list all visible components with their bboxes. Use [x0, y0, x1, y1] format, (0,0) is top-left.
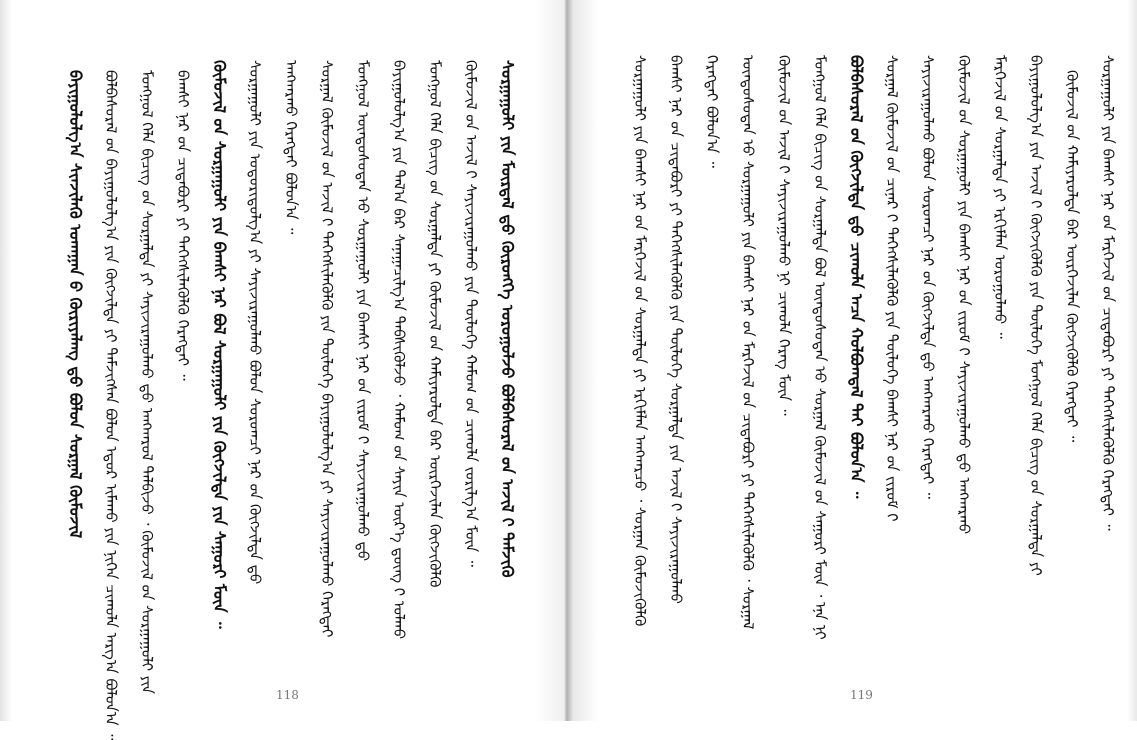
left-text-column-10: ᠪᠠᠶᠢᠭᠤᠯᠤᠯᠭ᠎ᠠ ᠶᠢᠨ ᠲᠠᠯ᠎ᠠ ᠪᠠᠷ ᠰᠠᠨᠠᠭᠠᠴᠢᠯᠭ᠎ᠠ ᠳᠡᠪᠰᠢᠭᠦᠯᠵᠦ ᠂ ᠬᠠᠮᠤᠭ ᠤ᠋ᠨ ᠰᠠᠶᠢᠨ ᠦᠷ᠎ᠡ ᠳ᠋ᠦᠩ ᠢ᠋ ᠣᠯᠬᠤ — [390, 60, 408, 640]
left-text-column-1: ᠪᠠᠶᠢᠭᠤᠯᠤᠯᠭ᠎ᠠ ᠰᠢᠨᠵᠢᠯᠡᠬᠦ ᠤᠬᠠᠭᠠᠨ ᠤ᠋ ᠬᠦᠷᠢᠶᠡᠯᠡᠩ ᠳ᠋ᠤ᠌ ᠪᠤᠯᠤᠨ ᠰᠤᠷᠭᠠᠯ ᠬᠦᠮᠦᠵᠢᠯ — [66, 70, 85, 539]
right-text-column-3: ᠬᠡᠷᠡᠭᠲᠡᠶ ᠪᠣᠯᠤᠨ᠎ᠠ ᠃ — [703, 55, 721, 168]
right-page-number: 119 — [850, 688, 873, 702]
right-text-column-4: ᠦᠨᠳᠦᠰᠦᠲᠡᠨ ᠦ᠋ ᠰᠤᠷᠭᠠᠭᠤᠯᠢ ᠶᠢᠨ ᠪᠠᠭᠰᠢ ᠨᠠᠷ ᠤ᠋ᠨ ᠮᠡᠷᠭᠡᠵᠢᠯ ᠦ᠋ᠨ ᠴᠢᠳᠠᠪᠤᠷᠢ ᠶᠢ ᠳᠡᠭᠡᠭᠰᠢᠯᠡᠭᠦᠯᠬᠦ ᠂ ᠰᠤᠷᠭᠠᠯ — [739, 55, 757, 630]
left-page-edge-shadow — [0, 0, 12, 721]
right-text-column-6: ᠮᠣᠩᠭᠣᠯ ᠬᠡᠯᠡ ᠪᠢᠴᠢᠭ ᠦ᠋ᠨ ᠰᠤᠷᠭᠠᠯᠳᠠ ᠪᠣᠯ ᠦᠨᠳᠦᠰᠦᠲᠡᠨ ᠦ᠋ ᠰᠤᠷᠭᠠᠯ ᠬᠦᠮᠦᠵᠢᠯ ᠦ᠋ᠨ ᠰᠠᠭᠤᠷᠢ ᠮᠦᠨ ᠂ ᠡᠨᠡ ᠨᠢ — [811, 55, 829, 640]
left-text-column-3: ᠮᠣᠩᠭᠣᠯ ᠬᠡᠯᠡ ᠪᠢᠴᠢᠭ ᠦ᠋ᠨ ᠰᠤᠷᠭᠠᠯᠳᠠ ᠶᠢ ᠰᠠᠶᠢᠵᠢᠷᠠᠭᠤᠯᠬᠤ ᠳ᠋ᠤ᠌ ᠠᠩᠬᠠᠷᠤᠯ ᠲᠠᠯᠪᠢᠵᠤ ᠂ ᠬᠦᠮᠦᠵᠢᠯ ᠦ᠋ᠨ ᠰᠤᠷᠭᠠᠭᠤᠯᠢ ᠶᠢᠨ — [138, 70, 156, 694]
right-text-column-5: ᠬᠦᠮᠦᠵᠢᠯ ᠦ᠋ᠨ ᠠᠵᠢᠯ ᠢ᠋ ᠰᠠᠶᠢᠵᠢᠷᠠᠭᠤᠯᠬᠤ ᠨᠢ ᠴᠢᠬᠤᠯᠠ ᠬᠡᠷᠡᠭ ᠮᠦᠨ ᠃ — [775, 55, 793, 416]
right-text-column-12: ᠪᠠᠶᠢᠭᠤᠯᠤᠯᠭ᠎ᠠ ᠶᠢᠨ ᠠᠵᠢᠯ ᠢ᠋ ᠬᠥᠭᠵᠢᠭᠦᠯᠬᠦ ᠶᠢᠨ ᠲᠥᠯᠦᠭᠡ ᠮᠣᠩᠭᠣᠯ ᠬᠡᠯᠡ ᠪᠢᠴᠢᠭ ᠦ᠋ᠨ ᠰᠤᠷᠭᠠᠯᠳᠠ ᠶᠢ — [1027, 55, 1045, 576]
right-text-column-10: ᠬᠦᠮᠦᠵᠢᠯ ᠦ᠋ᠨ ᠰᠤᠷᠭᠠᠭᠤᠯᠢ ᠶᠢᠨ ᠪᠠᠭᠰᠢ ᠨᠠᠷ ᠤ᠋ᠨ ᠵᠢᠷᠤᠮ ᠢ᠋ ᠰᠠᠶᠢᠵᠢᠷᠠᠭᠤᠯᠬᠤ ᠳ᠋ᠤ᠌ ᠠᠩᠬᠠᠷᠬᠤ — [955, 55, 973, 535]
right-text-column-14: ᠰᠤᠷᠭᠠᠭᠤᠯᠢ ᠶᠢᠨ ᠪᠠᠭᠰᠢ ᠨᠠᠷ ᠤ᠋ᠨ ᠮᠡᠷᠭᠡᠵᠢᠯ ᠦ᠋ᠨ ᠴᠢᠳᠠᠪᠤᠷᠢ ᠶᠢ ᠳᠡᠭᠡᠭᠰᠢᠯᠡᠭᠦᠯᠬᠦ ᠬᠡᠷᠡᠭᠲᠡᠶ ᠃ — [1099, 55, 1117, 531]
right-page-edge-shadow — [1127, 0, 1137, 721]
right-text-column-7: ᠪᠣᠯᠪᠠᠰᠤᠷᠠᠯ ᠤ᠋ᠨ ᠬᠥᠭᠵᠢᠯᠲᠡ ᠳ᠋ᠦ᠍ ᠴᠢᠬᠤᠯᠠ ᠠᠴᠠ ᠬᠣᠯᠪᠣᠭᠳᠠᠯ ᠲᠠᠶ ᠪᠣᠯᠤᠨ᠎ᠠ ᠃ — [847, 55, 866, 499]
left-page-number: 118 — [276, 688, 299, 702]
right-text-column-2: ᠪᠠᠭᠰᠢ ᠨᠠᠷ ᠤ᠋ᠨ ᠴᠢᠳᠠᠪᠤᠷᠢ ᠶᠢ ᠳᠡᠭᠡᠭᠰᠢᠯᠡᠭᠦᠯᠬᠦ ᠶᠢᠨ ᠲᠥᠯᠦᠭᠡ ᠰᠤᠷᠭᠠᠯᠳᠠ ᠶᠢᠨ ᠠᠵᠢᠯ ᠢ᠋ ᠰᠠᠶᠢᠵᠢᠷᠠᠭᠤᠯᠬᠤ — [667, 55, 685, 604]
left-text-column-2: ᠪᠣᠯᠪᠠᠰᠤᠷᠠᠯ ᠤ᠋ᠨ ᠪᠠᠶᠢᠭᠤᠯᠤᠯᠭ᠎ᠠ ᠶᠢᠨ ᠬᠥᠭᠵᠢᠯᠲᠡ ᠶᠢ ᠳᠡᠮᠵᠢᠭᠰᠡᠨ ᠪᠣᠯᠤᠨ ᠡᠳᠦᠷ ᠢᠮᠠᠬᠤ ᠶᠢᠨ ᠨᠢᠭᠡᠨ ᠴᠢᠬᠤᠯᠠ ᠠᠷᠭ᠎ᠠ ᠪᠤᠯᠤᠨ᠎ᠠ ᠃ — [102, 70, 120, 740]
right-page — [567, 0, 1137, 721]
left-text-column-13: ᠰᠤᠷᠭᠠᠭᠤᠯᠢ ᠶᠢᠨ ᠮᠥᠷᠳᠡᠯ ᠳ᠋ᠦ᠍ ᠬᠥᠷᠦᠩᠭᠡ ᠣᠷᠣᠭᠤᠯᠵᠤ ᠪᠣᠯᠪᠠᠰᠤᠷᠠᠯ ᠤ᠋ᠨ ᠠᠵᠢᠯ ᠢ᠋ ᠳᠡᠮᠵᠢᠬᠦ — [498, 60, 517, 578]
left-text-column-6: ᠰᠤᠷᠭᠠᠭᠤᠯᠢ ᠶᠢᠨ ᠤᠳᠤᠷᠢᠳᠤᠯᠭ᠎ᠠ ᠶᠢ ᠰᠠᠶᠢᠵᠢᠷᠠᠭᠤᠯᠬᠤ ᠪᠣᠯᠤᠨ ᠰᠤᠷᠤᠭᠴᠢ ᠨᠠᠷ ᠤ᠋ᠨ ᠬᠥᠭᠵᠢᠯᠲᠡ ᠳ᠋ᠤ᠌ — [246, 60, 264, 585]
right-text-column-9: ᠰᠠᠶᠢᠵᠢᠷᠠᠭᠤᠯᠬᠤ ᠪᠣᠯᠤᠨ ᠰᠤᠷᠤᠭᠴᠢ ᠨᠠᠷ ᠤ᠋ᠨ ᠬᠥᠭᠵᠢᠯᠲᠡ ᠳ᠋ᠦ᠍ ᠠᠩᠬᠠᠷᠬᠤ ᠬᠡᠷᠡᠭᠲᠡᠶ ᠃ — [919, 55, 937, 499]
left-page — [0, 0, 567, 740]
right-text-column-1: ᠰᠤᠷᠭᠠᠭᠤᠯᠢ ᠶᠢᠨ ᠪᠠᠭᠰᠢ ᠨᠠᠷ ᠤ᠋ᠨ ᠮᠡᠷᠭᠡᠵᠢᠯ ᠦ᠋ᠨ ᠰᠤᠷᠭᠠᠯᠳᠠ ᠶᠢ ᠡᠷᠬᠢᠮᠯᠡᠨ ᠠᠩᠬᠠᠷᠴᠤ ᠂ ᠰᠤᠷᠭᠠᠨ ᠬᠦᠮᠦᠵᠢᠭᠦᠯᠬᠦ — [631, 55, 649, 627]
left-text-column-4: ᠪᠠᠭᠰᠢ ᠨᠠᠷ ᠤ᠋ᠨ ᠴᠢᠳᠠᠪᠤᠷᠢ ᠶᠢ ᠳᠡᠭᠡᠭᠰᠢᠯᠡᠭᠦᠯᠬᠦ ᠬᠡᠷᠡᠭᠲᠡᠶ ᠃ — [174, 70, 192, 381]
left-text-column-7: ᠠᠩᠬᠠᠷᠬᠤ ᠬᠡᠷᠡᠭᠲᠡᠶ ᠪᠣᠯᠤᠨ᠎ᠠ ᠃ — [282, 60, 300, 235]
left-text-column-8: ᠰᠤᠷᠭᠠᠯ ᠬᠦᠮᠦᠵᠢᠯ ᠦ᠋ᠨ ᠠᠵᠢᠯ ᠢ᠋ ᠳᠡᠭᠡᠭᠰᠢᠯᠡᠭᠦᠯᠬᠦ ᠶᠢᠨ ᠲᠥᠯᠦᠭᠡ ᠪᠠᠶᠢᠭᠤᠯᠤᠯᠭ᠎ᠠ ᠶᠢ ᠰᠠᠶᠢᠵᠢᠷᠠᠭᠤᠯᠬᠤ ᠬᠡᠷᠡᠭᠲᠡᠶ — [318, 60, 336, 638]
left-text-column-5: ᠬᠦᠮᠦᠵᠢᠯ ᠦ᠋ᠨ ᠰᠤᠷᠭᠠᠭᠤᠯᠢ ᠶᠢᠨ ᠪᠠᠭᠰᠢ ᠨᠠᠷ ᠪᠣᠯ ᠰᠤᠷᠭᠠᠭᠤᠯᠢ ᠶᠢᠨ ᠬᠥᠭᠵᠢᠯᠲᠡ ᠶᠢᠨ ᠰᠠᠭᠤᠷᠢ ᠮᠦᠨ ᠃ — [210, 60, 229, 629]
left-text-column-9: ᠮᠣᠩᠭᠣᠯ ᠦᠨᠳᠦᠰᠦᠲᠡᠨ ᠦ᠋ ᠰᠤᠷᠭᠠᠭᠤᠯᠢ ᠶᠢᠨ ᠪᠠᠭᠰᠢ ᠨᠠᠷ ᠤ᠋ᠨ ᠵᠢᠷᠤᠮ ᠢ᠋ ᠰᠠᠶᠢᠵᠢᠷᠠᠭᠤᠯᠬᠤ ᠳ᠋ᠤ᠌ — [354, 60, 372, 562]
left-text-column-11: ᠮᠣᠩᠭᠣᠯ ᠬᠡᠯᠡ ᠪᠢᠴᠢᠭ ᠦ᠋ᠨ ᠰᠤᠷᠭᠠᠯᠳᠠ ᠶᠢ ᠬᠦᠮᠦᠵᠢᠯ ᠦ᠋ᠨ ᠬᠠᠮᠢᠶᠠᠷᠤᠯᠲᠠ ᠪᠠᠷ ᠦᠷᠭᠡᠵᠢᠯᠡᠨ ᠬᠥᠭᠵᠢᠭᠦᠯᠬᠦ — [426, 60, 444, 588]
right-text-column-13: ᠬᠦᠮᠦᠵᠢᠯ ᠦ᠋ᠨ ᠬᠠᠮᠢᠶᠠᠷᠤᠯᠲᠠ ᠪᠠᠷ ᠦᠷᠭᠡᠵᠢᠯᠡᠨ ᠬᠥᠭᠵᠢᠭᠦᠯᠬᠦ ᠬᠡᠷᠡᠭᠲᠡᠶ ᠃ — [1063, 70, 1081, 443]
left-text-column-12: ᠬᠦᠮᠦᠵᠢᠯ ᠦ᠋ᠨ ᠠᠵᠢᠯ ᠢ᠋ ᠰᠠᠶᠢᠵᠢᠷᠠᠭᠤᠯᠬᠤ ᠶᠢᠨ ᠲᠥᠯᠦᠭᠡ ᠬᠠᠮᠤᠭ ᠤ᠋ᠨ ᠴᠢᠬᠤᠯᠠ ᠵᠣᠷᠢᠯᠭ᠎ᠠ ᠮᠦᠨ ᠃ — [462, 60, 480, 567]
right-text-column-8: ᠰᠤᠷᠭᠠᠯ ᠬᠦᠮᠦᠵᠢᠯ ᠦ᠋ᠨ ᠴᠢᠨᠠᠷ ᠢ᠋ ᠳᠡᠭᠡᠭᠰᠢᠯᠡᠭᠦᠯᠬᠦ ᠶᠢᠨ ᠲᠥᠯᠦᠭᠡ ᠪᠠᠭᠰᠢ ᠨᠠᠷ ᠤ᠋ᠨ ᠵᠢᠷᠤᠮ ᠢ᠋ — [883, 55, 901, 522]
right-text-column-11: ᠮᠡᠷᠭᠡᠵᠢᠯ ᠦ᠋ᠨ ᠰᠤᠷᠭᠠᠯᠳᠠ ᠶᠢ ᠡᠷᠬᠢᠮᠯᠡᠨ ᠣᠷᠣᠭᠤᠯᠬᠤ ᠃ — [991, 55, 1009, 339]
